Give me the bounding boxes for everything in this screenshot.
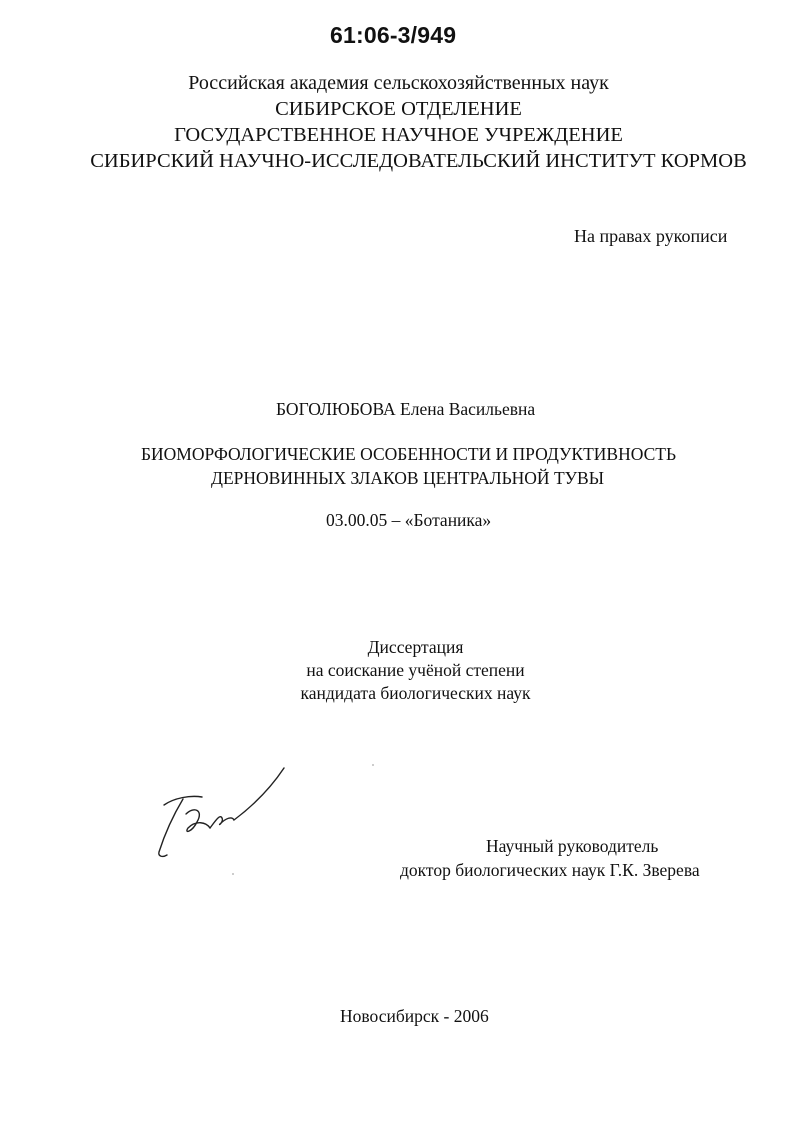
supervisor-name: доктор биологических наук Г.К. Зверева [400, 860, 700, 880]
institution-type: ГОСУДАРСТВЕННОЕ НАУЧНОЕ УЧРЕЖДЕНИЕ [174, 124, 623, 146]
thesis-title-line-1: БИОМОРФОЛОГИЧЕСКИЕ ОСОБЕННОСТИ И ПРОДУКТИВНОСТЬ [140, 444, 676, 464]
dissertation-line-3: кандидата биологических наук [300, 683, 531, 703]
catalog-number: 61:06-3/949 [330, 22, 457, 48]
dissertation-line-1: Диссертация [367, 637, 464, 657]
specialty-code: 03.00.05 – «Ботаника» [326, 510, 492, 530]
supervisor-block [400, 834, 700, 882]
division-name: СИБИРСКОЕ ОТДЕЛЕНИЕ [275, 98, 522, 120]
dissertation-block [0, 636, 797, 705]
scan-speck [372, 764, 374, 766]
supervisor-role: Научный руководитель [486, 836, 659, 856]
academy-name: Российская академия сельскохозяйственных наук [188, 72, 609, 94]
dissertation-line-2: на соискание учёной степени [306, 660, 525, 680]
signature-image [150, 762, 295, 864]
thesis-title-line-2: ДЕРНОВИННЫХ ЗЛАКОВ ЦЕНТРАЛЬНОЙ ТУВЫ [211, 468, 604, 488]
author-name: БОГОЛЮБОВА Елена Васильевна [276, 399, 536, 419]
thesis-title [0, 442, 797, 490]
scan-speck [232, 873, 234, 875]
place-year: Новосибирск - 2006 [340, 1006, 489, 1026]
organization-block [0, 70, 797, 174]
manuscript-note: На правах рукописи [574, 226, 728, 246]
institute-name: СИБИРСКИЙ НАУЧНО-ИССЛЕДОВАТЕЛЬСКИЙ ИНСТИТУТ КОРМОВ [90, 150, 747, 172]
